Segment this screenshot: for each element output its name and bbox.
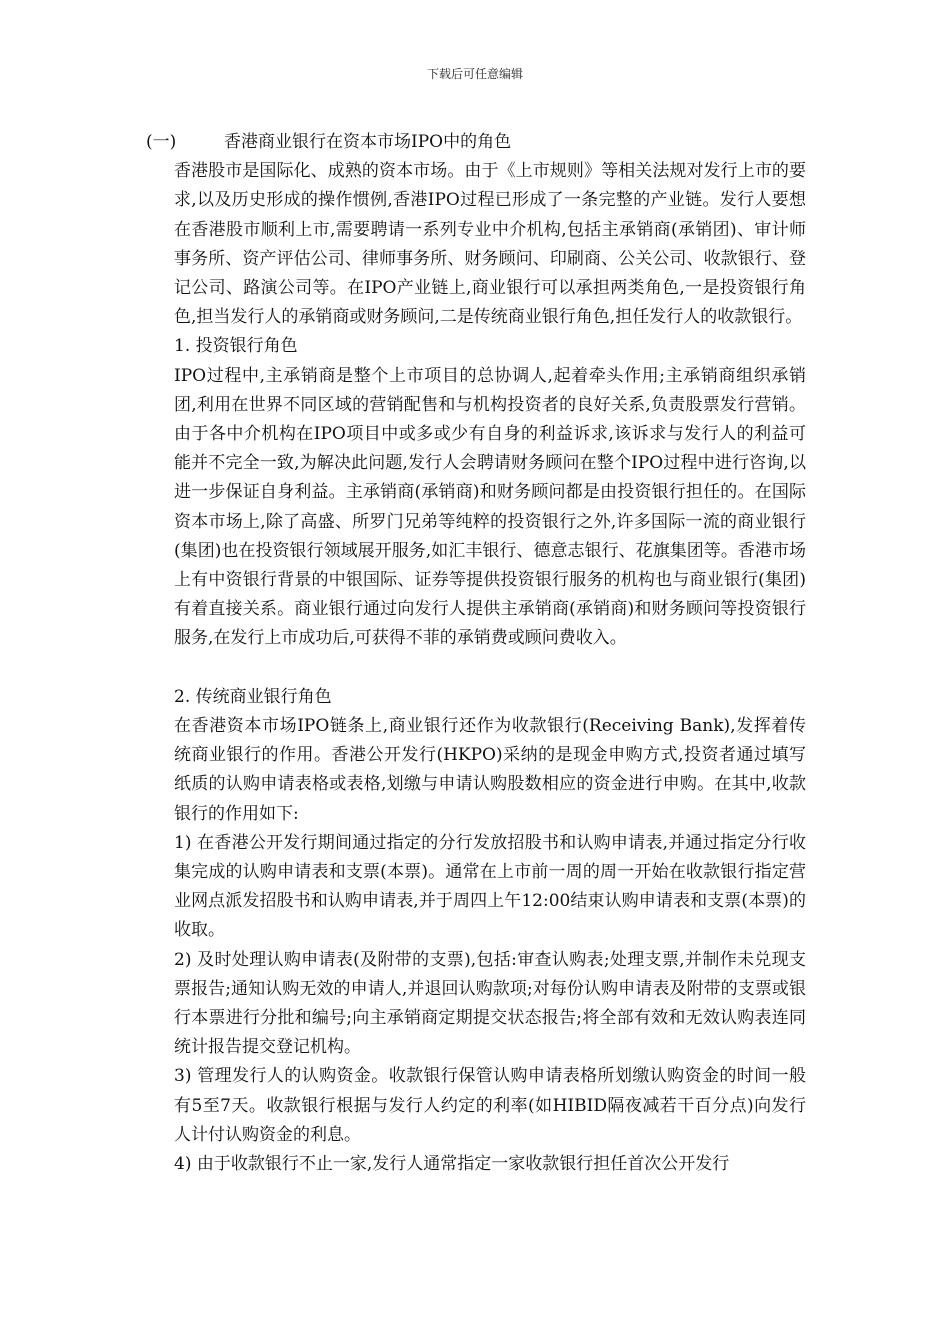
section-title: 香港商业银行在资本市场IPO中的角色 [224, 132, 512, 152]
page-header: 下载后可任意编辑 [426, 67, 523, 81]
subsection-1-title: 1. 投资银行角色 [174, 336, 298, 357]
list-item: 2) 及时处理认购申请表(及附带的支票),包括:审查认购表;处理支票,并制作未兑现支票报告;通知认购无效的申请人,并退回认购款项;对每份认购申请表及附带的支票或银行本票进行分批和编号;向主承销商定期提交状态报告;将全部有效和无效认购表连同统计报告提交登记机构。 [174, 949, 806, 1058]
blank-line [174, 654, 806, 683]
subsection-2-title: 2. 传统商业银行角色 [174, 686, 332, 707]
intro-paragraph: 香港股市是国际化、成熟的资本市场。由于《上市规则》等相关法规对发行上市的要求,以及历史形成的操作惯例,香港IPO过程已形成了一条完整的产业链。发行人要想在香港股市顺利上市,需要聘请一系列专业中介机构,包括主承销商(承销团)、审计师事务所、资产评估公司、律师事务所、财务顾问、印刷商、公关公司、收款银行、登记公司、路演公司等。在IPO产业链上,商业银行可以承担两类角色,一是投资银行角色,担当发行人的承销商或财务顾问,二是传统商业银行角色,担任发行人的收款银行。 [174, 161, 806, 328]
list-item: 3) 管理发行人的认购资金。收款银行保管认购申请表格所划缴认购资金的时间一般有5至7天。收款银行根据与发行人约定的利率(如HIBID隔夜减若干百分点)向发行人计付认购资金的利息。 [174, 1066, 806, 1145]
section-number: (一) [146, 132, 177, 152]
list-item: 4) 由于收款银行不止一家,发行人通常指定一家收款银行担任首次公开发行 [174, 1154, 730, 1175]
section-heading [146, 128, 806, 157]
list-item: 1) 在香港公开发行期间通过指定的分行发放招股书和认购申请表,并通过指定分行收集完成的认购申请表和支票(本票)。通常在上市前一周的周一开始在收款银行指定营业网点派发招股书和认购申请表,并于周四上午12:00结束认购申请表和支票(本票)的收取。 [174, 832, 806, 941]
document-body [146, 128, 806, 1179]
subsection-1-body: IPO过程中,主承销商是整个上市项目的总协调人,起着牵头作用;主承销商组织承销团,利用在世界不同区域的营销配售和与机构投资者的良好关系,负责股票发行营销。由于各中介机构在IPO项目中或多或少有自身的利益诉求,该诉求与发行人的利益可能并不完全一致,为解决此问题,发行人会聘请财务顾问在整个IPO过程中进行咨询,以进一步保证自身利益。主承销商(承销商)和财务顾问都是由投资银行担任的。在国际资本市场上,除了高盛、所罗门兄弟等纯粹的投资银行之外,许多国际一流的商业银行(集团)也在投资银行领域展开服务,如汇丰银行、德意志银行、花旗集团等。香港市场上有中资银行背景的中银国际、证券等提供投资银行服务的机构也与商业银行(集团)有着直接关系。商业银行通过向发行人提供主承销商(承销商)和财务顾问等投资银行服务,在发行上市成功后,可获得不菲的承销费或顾问费收入。 [174, 365, 806, 649]
subsection-2-body: 在香港资本市场IPO链条上,商业银行还作为收款银行(Receiving Bank),发挥着传统商业银行的作用。香港公开发行(HKPO)采纳的是现金申购方式,投资者通过填写纸质的认购申请表格或表格,划缴与申请认购股数相应的资金进行申购。在其中,收款银行的作用如下: [174, 716, 806, 824]
